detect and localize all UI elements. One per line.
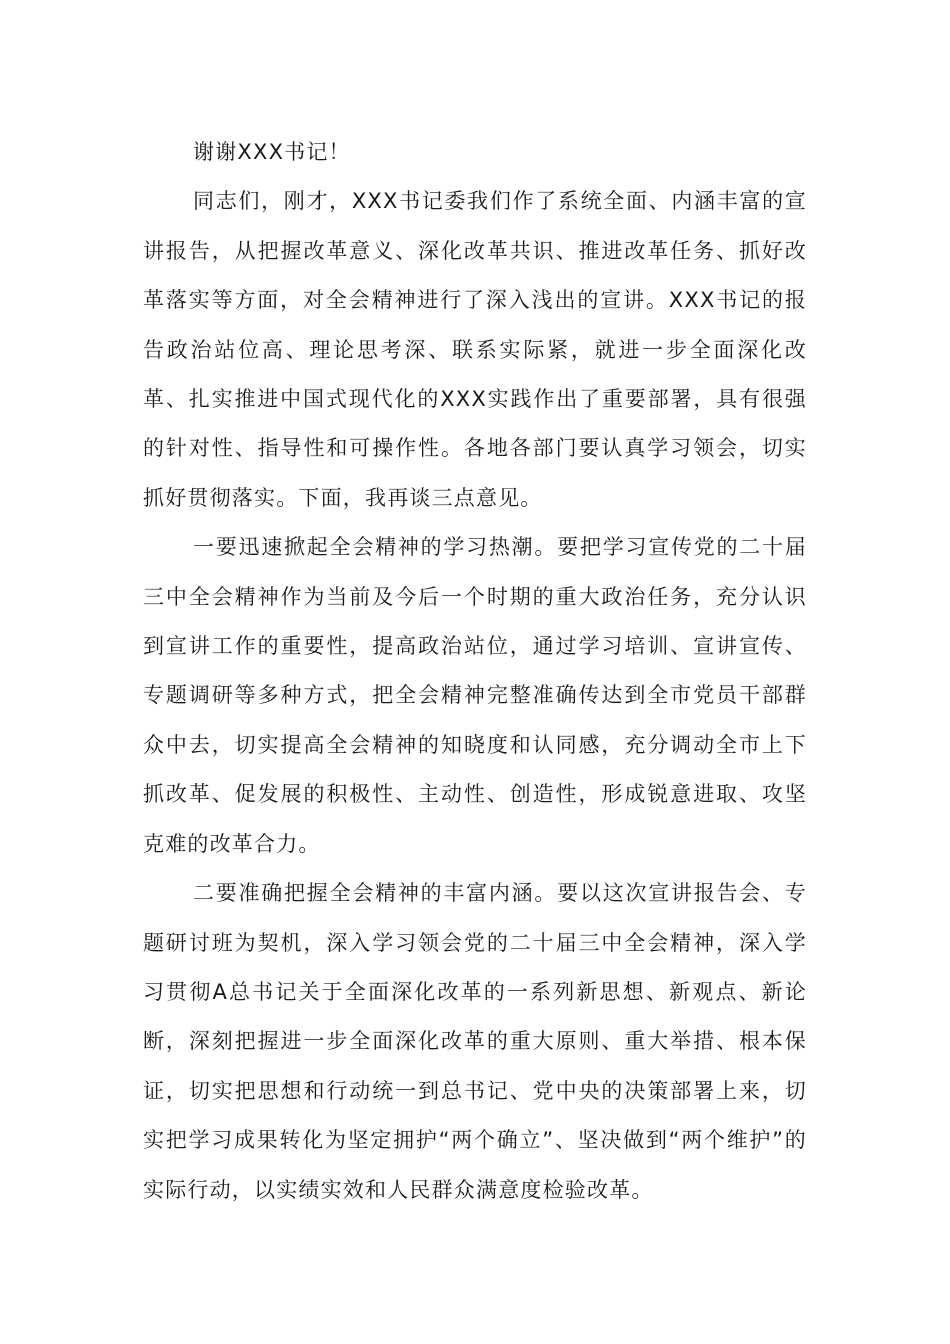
paragraph-point-two: 二要准确把握全会精神的丰富内涵。要以这次宣讲报告会、专题研讨班为契机，深入学习领会党的二十届三中全会精神，深入学习贯彻A总书记关于全面深化改革的一系列新思想、新观点、新论断，深刻把握进一步全面深化改革的重大原则、重大举措、根本保证，切实把思想和行动统一到总书记、党中央的决策部署上来，切实把学习成果转化为坚定拥护“两个确立”、坚决做到“两个维护”的实际行动，以实绩实效和人民群众满意度检验改革。 <box>143 881 807 1202</box>
paragraph-thanks: 谢谢XXX书记！ <box>193 140 351 164</box>
paragraph-opening: 同志们，刚才，XXX书记委我们作了系统全面、内涵丰富的宣讲报告，从把握改革意义、深化改革共识、推进改革任务、抓好改革落实等方面，对全会精神进行了深入浅出的宣讲。XXX书记的报告政治站位高、理论思考深、联系实际紧，就进一步全面深化改革、扎实推进中国式现代化的XXX实践作出了重要部署，具有很强的针对性、指导性和可操作性。各地各部门要认真学习领会，切实抓好贯彻落实。下面，我再谈三点意见。 <box>143 189 807 510</box>
paragraph-point-one: 一要迅速掀起全会精神的学习热潮。要把学习宣传党的二十届三中全会精神作为当前及今后一个时期的重大政治任务，充分认识到宣讲工作的重要性，提高政治站位，通过学习培训、宣讲宣传、专题调研等多种方式，把全会精神完整准确传达到全市党员干部群众中去，切实提高全会精神的知晓度和认同感，充分调动全市上下抓改革、促发展的积极性、主动性、创造性，形成锐意进取、攻坚克难的改革合力。 <box>143 535 807 856</box>
document-body <box>143 128 807 1215</box>
